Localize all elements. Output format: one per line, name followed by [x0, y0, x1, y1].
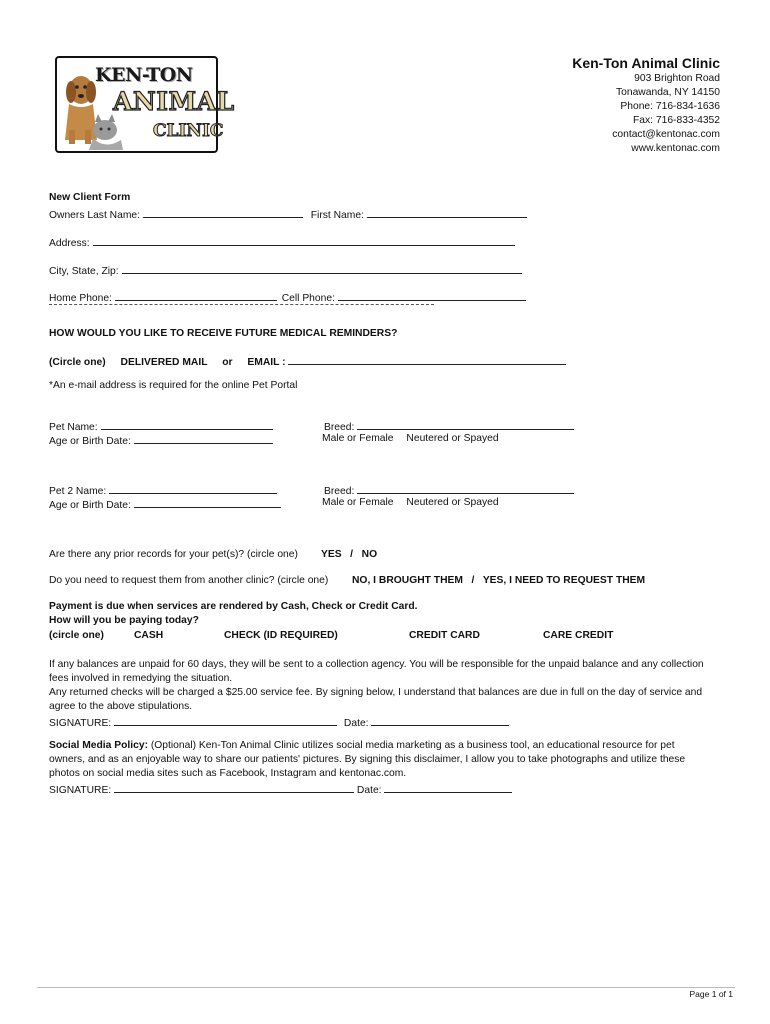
social-policy-title: Social Media Policy:	[49, 740, 148, 751]
payment-circle-one: (circle one)	[49, 630, 104, 641]
address-label: Address:	[49, 238, 90, 249]
payment-care-credit-option[interactable]: CARE CREDIT	[543, 630, 614, 641]
reminder-options-row	[49, 354, 566, 368]
address-field[interactable]	[93, 235, 515, 246]
pet1-age-row	[49, 433, 273, 447]
clinic-fax: Fax: 716-833-4352	[632, 115, 720, 126]
payment-check-option[interactable]: CHECK (ID REQUIRED)	[224, 630, 338, 641]
owners-last-name-row	[49, 207, 527, 221]
date2-field[interactable]	[384, 782, 512, 793]
returned-checks-line1: Any returned checks will be charged a $25.00 service fee. By signing below, I understand that balances are due in full on the day of service and	[49, 687, 703, 698]
form-title: New Client Form	[49, 192, 131, 203]
signature-row-2	[49, 782, 512, 796]
pet2-name-field[interactable]	[109, 483, 277, 494]
pet1-breed-field[interactable]	[357, 419, 574, 430]
city-state-zip-row	[49, 263, 522, 277]
pet2-breed-field[interactable]	[357, 483, 574, 494]
payment-cash-option[interactable]: CASH	[134, 630, 164, 641]
date2-label: Date:	[356, 785, 382, 796]
cell-phone-label: Cell Phone:	[281, 293, 335, 304]
pet1-neutered-option[interactable]: Neutered or Spayed	[406, 433, 499, 444]
pet1-sex-row	[322, 433, 499, 444]
balances-text-line2: fees involved in remedying the situation.	[49, 673, 233, 684]
circle-one-label: (Circle one)	[49, 357, 106, 368]
pet1-name-label: Pet Name:	[49, 422, 98, 433]
signature-label: SIGNATURE:	[49, 718, 112, 729]
returned-checks-line2: agree to the above stipulations.	[49, 701, 193, 712]
clinic-website: www.kentonac.com	[631, 143, 720, 154]
date-field[interactable]	[371, 715, 509, 726]
social-policy-text1: (Optional) Ken-Ton Animal Clinic utilizes social media marketing as a business tool, an educational resource for pet	[148, 740, 675, 751]
signature2-field[interactable]	[114, 782, 354, 793]
pet2-breed-label: Breed:	[324, 486, 355, 497]
clinic-phone: Phone: 716-834-1636	[620, 101, 720, 112]
request-records-question: Do you need to request them from another clinic? (circle one)	[49, 575, 329, 586]
or-label: or	[222, 357, 233, 368]
pet2-sex-option[interactable]: Male or Female	[322, 497, 394, 508]
footer-divider	[37, 987, 735, 988]
city-state-zip-field[interactable]	[122, 263, 522, 274]
email-field[interactable]	[288, 354, 566, 365]
social-policy-line2: owners, and as an enjoyable way to share our patients' pictures. By signing this disclaimer, I allow you to take photographs and utilize these	[49, 754, 686, 765]
clinic-address: 903 Brighton Road	[634, 73, 720, 84]
prior-records-question: Are there any prior records for your pet(s)? (circle one)	[49, 549, 298, 560]
pet2-age-field[interactable]	[134, 497, 281, 508]
logo-text-kenton: KEN-TON	[95, 64, 193, 86]
pet2-age-row	[49, 497, 281, 511]
signature2-label: SIGNATURE:	[49, 785, 112, 796]
clinic-email: contact@kentonac.com	[612, 129, 720, 140]
email-option[interactable]: EMAIL :	[247, 357, 286, 368]
first-name-field[interactable]	[367, 207, 527, 218]
logo-text-animal: ANIMAL	[113, 87, 235, 116]
owners-last-name-field[interactable]	[143, 207, 303, 218]
pet2-age-label: Age or Birth Date:	[49, 500, 131, 511]
pet1-name-row	[49, 419, 273, 433]
logo-text-clinic: CLINIC	[153, 121, 224, 141]
pet1-age-field[interactable]	[134, 433, 273, 444]
cell-phone-field[interactable]	[338, 290, 526, 301]
clinic-city: Tonawanda, NY 14150	[615, 87, 720, 98]
first-name-label: First Name:	[310, 210, 364, 221]
pet1-name-field[interactable]	[101, 419, 273, 430]
address-row	[49, 235, 515, 249]
clinic-name: Ken-Ton Animal Clinic	[572, 55, 720, 71]
social-policy-line1	[49, 740, 675, 751]
reminders-question: HOW WOULD YOU LIKE TO RECEIVE FUTURE MEDICAL REMINDERS?	[49, 328, 398, 339]
pet2-breed-row	[324, 483, 574, 497]
home-phone-field[interactable]	[115, 290, 277, 301]
delivered-mail-option[interactable]: DELIVERED MAIL	[120, 357, 208, 368]
phone-row	[49, 290, 526, 304]
date-label: Date:	[343, 718, 369, 729]
payment-credit-card-option[interactable]: CREDIT CARD	[409, 630, 480, 641]
paying-today-question: How will you be paying today?	[49, 615, 199, 626]
pet2-name-label: Pet 2 Name:	[49, 486, 107, 497]
email-note: *An e-mail address is required for the online Pet Portal	[49, 380, 298, 391]
pet1-sex-option[interactable]: Male or Female	[322, 433, 394, 444]
pet2-name-row	[49, 483, 277, 497]
pet2-neutered-option[interactable]: Neutered or Spayed	[406, 497, 499, 508]
balances-text-line1: If any balances are unpaid for 60 days, they will be sent to a collection agency. You will be responsible for the unpaid balance and any collection	[49, 659, 704, 670]
home-phone-label: Home Phone:	[49, 293, 112, 304]
clinic-logo	[55, 56, 235, 153]
owners-last-name-label: Owners Last Name:	[49, 210, 140, 221]
payment-due-note: Payment is due when services are rendered by Cash, Check or Credit Card.	[49, 601, 418, 612]
yes-no-options[interactable]: YES / NO	[321, 549, 378, 560]
social-policy-line3: photos on social media sites such as Facebook, Instagram and kentonac.com.	[49, 768, 407, 779]
page-number: Page 1 of 1	[689, 989, 733, 999]
pet1-breed-row	[324, 419, 574, 433]
signature-row-1	[49, 715, 509, 729]
pet2-sex-row	[322, 497, 499, 508]
pet1-age-label: Age or Birth Date:	[49, 436, 131, 447]
brought-or-request-options[interactable]: NO, I BROUGHT THEM / YES, I NEED TO REQUEST THEM	[352, 575, 646, 586]
dashed-divider	[49, 304, 434, 308]
signature-field[interactable]	[114, 715, 337, 726]
city-state-zip-label: City, State, Zip:	[49, 266, 119, 277]
pet1-breed-label: Breed:	[324, 422, 355, 433]
